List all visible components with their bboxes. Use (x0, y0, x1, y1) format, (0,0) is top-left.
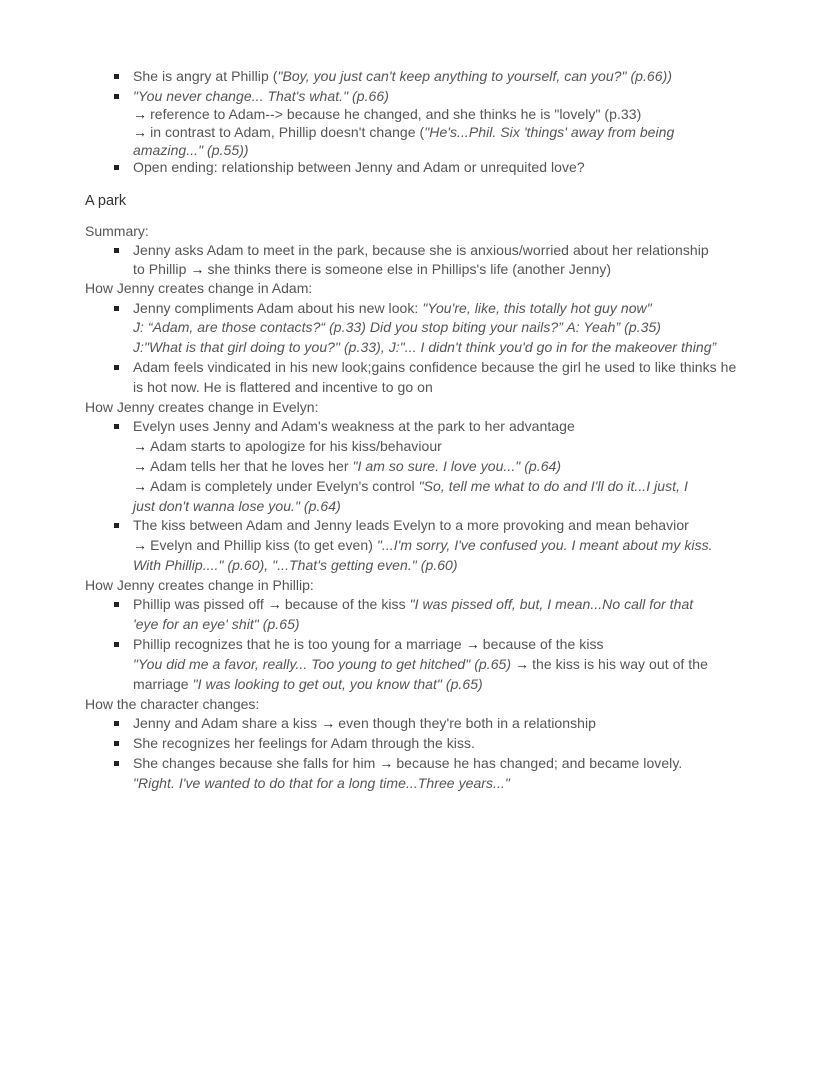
text-line: → in contrast to Adam, Phillip doesn't change ("He's...Phil. Six 'things' away from being (133, 124, 675, 140)
bullet-marker (114, 741, 119, 746)
bullet-marker (114, 165, 119, 170)
bullet-marker (114, 248, 119, 253)
bullet-marker (114, 424, 119, 429)
bullet-marker (114, 94, 119, 99)
text-line: With Phillip...." (p.60), "...That's getting even." (p.60) (133, 557, 458, 573)
text-line: → reference to Adam--> because he changed, and she thinks he is "lovely" (p.33) (133, 106, 642, 122)
text-line: Jenny asks Adam to meet in the park, because she is anxious/worried about her relationship (133, 242, 709, 258)
text-line: Adam feels vindicated in his new look;gains confidence because the girl he used to like thinks he (133, 359, 737, 375)
evelyn-section-label: How Jenny creates change in Evelyn: (85, 399, 319, 415)
arrow-icon: → (133, 438, 148, 454)
text-line: She is angry at Phillip ("Boy, you just can't keep anything to yourself, can you?" (p.66)) (133, 68, 673, 84)
arrow-icon: → (133, 106, 148, 122)
section-heading: A park (85, 193, 127, 209)
bullet-marker (114, 306, 119, 311)
arrow-icon: → (133, 458, 148, 474)
bullet-marker (114, 365, 119, 370)
text-line: is hot now. He is flattered and incentive to go on (133, 379, 433, 395)
adam-section-label: How Jenny creates change in Adam: (85, 280, 313, 296)
text-line: → Adam is completely under Evelyn's control "So, tell me what to do and I'll do it...I just, I (133, 478, 688, 494)
bullet-marker (114, 642, 119, 647)
arrow-icon: → (133, 478, 148, 494)
text-line: "You never change... That's what." (p.66) (133, 88, 389, 104)
text-line: amazing..." (p.55)) (133, 142, 249, 158)
text-line: Open ending: relationship between Jenny and Adam or unrequited love? (133, 159, 585, 175)
arrow-icon: → (133, 124, 148, 140)
text-line: She recognizes her feelings for Adam through the kiss. (133, 735, 476, 751)
arrow-icon: → (321, 715, 336, 731)
bullet-marker (114, 602, 119, 607)
text-line: Evelyn uses Jenny and Adam's weakness at the park to her advantage (133, 418, 575, 434)
text-line: 'eye for an eye' shit" (p.65) (133, 616, 300, 632)
bullet-marker (114, 761, 119, 766)
text-line: Jenny compliments Adam about his new look: "You're, like, this totally hot guy now" (133, 300, 652, 316)
phillip-section-label: How Jenny creates change in Phillip: (85, 577, 314, 593)
arrow-icon: → (465, 636, 480, 652)
text-line: The kiss between Adam and Jenny leads Evelyn to a more provoking and mean behavior (133, 517, 689, 533)
text-line: Phillip was pissed off → because of the kiss "I was pissed off, but, I mean...No call for that (133, 596, 694, 612)
text-line: Phillip recognizes that he is too young for a marriage → because of the kiss (133, 636, 604, 652)
bullet-marker (114, 523, 119, 528)
text-line: "You did me a favor, really... Too young to get hitched" (p.65) → the kiss is his way out of the (133, 656, 708, 672)
arrow-icon: → (133, 537, 148, 553)
text-line: J: “Adam, are those contacts?“ (p.33) Did you stop biting your nails?” A: Yeah” (p.35) (133, 319, 662, 335)
arrow-icon: → (267, 596, 282, 612)
text-line: Jenny and Adam share a kiss → even though they're both in a relationship (133, 715, 596, 731)
text-line: → Adam starts to apologize for his kiss/behaviour (133, 438, 442, 454)
arrow-icon: → (379, 755, 394, 771)
character-section-label: How the character changes: (85, 696, 260, 712)
text-line: She changes because she falls for him → because he has changed; and became lovely. (133, 755, 683, 771)
text-line: just don't wanna lose you." (p.64) (133, 498, 341, 514)
text-line: → Adam tells her that he loves her "I am so sure. I love you..." (p.64) (133, 458, 562, 474)
text-line: marriage "I was looking to get out, you know that" (p.65) (133, 676, 483, 692)
text-line: → Evelyn and Phillip kiss (to get even) "...I'm sorry, I've confused you. I meant about my kiss. (133, 537, 713, 553)
bullet-marker (114, 721, 119, 726)
summary-label: Summary: (85, 223, 149, 239)
arrow-icon: → (190, 261, 205, 277)
bullet-marker (114, 74, 119, 79)
text-line: "Right. I've wanted to do that for a long time...Three years..." (133, 775, 510, 791)
text-line: J:"What is that girl doing to you?" (p.33), J:"... I didn't think you'd go in for the makeover thing” (133, 339, 717, 355)
arrow-icon: → (515, 656, 530, 672)
text-line: to Phillip → she thinks there is someone else in Phillips's life (another Jenny) (133, 261, 612, 277)
